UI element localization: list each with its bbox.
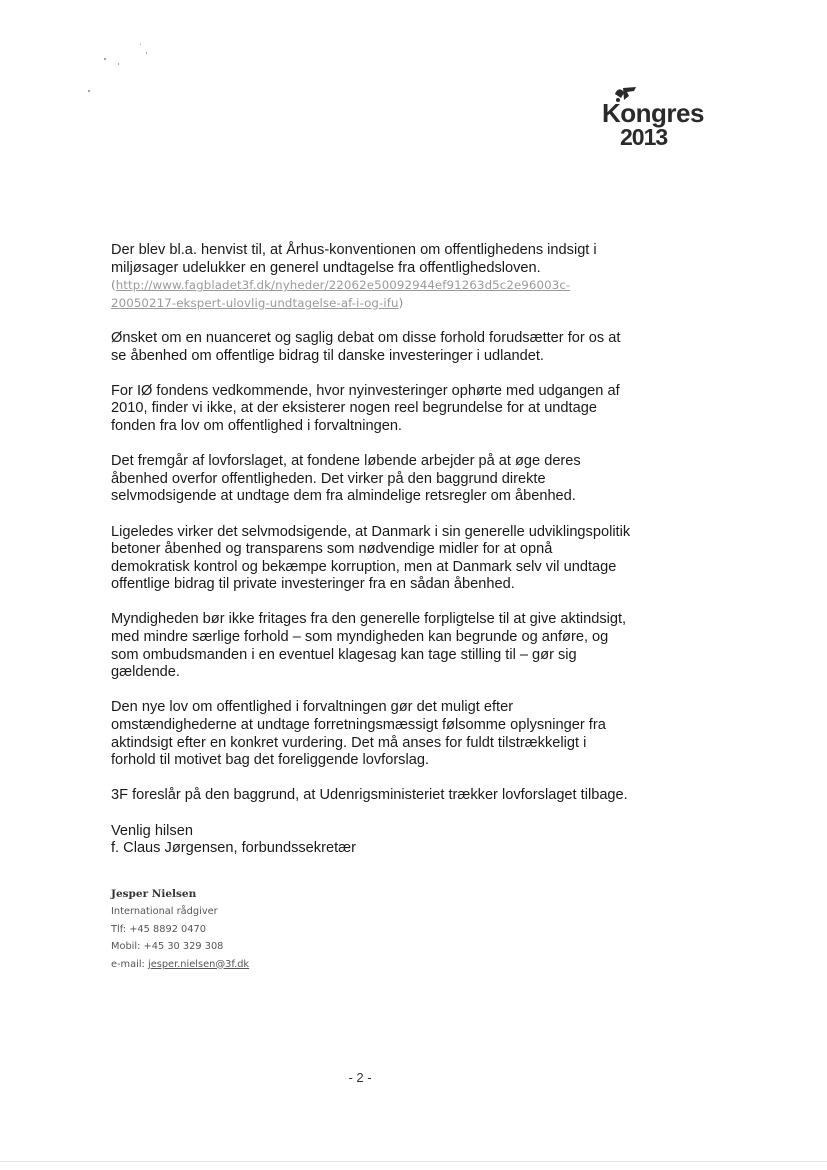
paragraph-1-text: Der blev bl.a. henvist til, at Århus-konventionen om offentlighedens indsigt i miljøsager udelukker en generel undtagelse fra offentlighedsloven. — [111, 242, 597, 276]
email-label: e-mail: — [111, 958, 148, 970]
email-link[interactable]: jesper.nielsen@3f.dk — [147, 958, 250, 970]
bottom-divider — [0, 1161, 827, 1162]
scan-speck — [146, 52, 147, 54]
link-open-paren: ( — [111, 278, 116, 293]
signature-email-line — [111, 956, 411, 974]
paragraph-3: For IØ fondens vedkommende, hvor nyinvesteringer ophørte med udgangen af 2010, finder vi ikke, at der eksisterer nogen reel begrundelse for at undtage fonden fra lov om offentlighed i forvaltningen. — [111, 382, 620, 434]
paragraph-4: Det fremgår af lovforslaget, at fondene løbende arbejder på at øge deres åbenhed overfor offentligheden. Det virker på den baggrund direkte selvmodsigende at undtage dem fra almindelige retsregler om åbenhed. — [111, 453, 581, 505]
closing-greeting: Venlig hilsen — [111, 822, 193, 839]
paragraph-7: Den nye lov om offentlighed i forvaltningen gør det muligt efter omstændighederne at undtage forretningsmæssigt følsomme oplysninger fra aktindsigt efter en konkret vurdering. Det må anses for fuldt tilstrækkeligt i forhold til motivet bag det foreliggende lovforslag. — [111, 699, 606, 769]
scan-speck — [140, 44, 141, 45]
logo-year: 2013 — [620, 124, 668, 150]
source-link[interactable] — [111, 278, 570, 310]
source-url-line-2[interactable]: 20050217-ekspert-ulovlig-undtagelse-af-i-og-ifu — [111, 295, 399, 310]
signature-block — [111, 886, 411, 973]
kongres-logo — [590, 84, 720, 156]
scan-speck — [88, 90, 90, 92]
scan-speck — [104, 58, 106, 60]
paragraph-5: Ligeledes virker det selvmodsigende, at Danmark i sin generelle udviklingspolitik betoner åbenhed og transparens som nødvendige midler for at opnå demokratisk kontrol og bekæmpe korruption, men at Danmark selv vil undtage offentlige bidrag til private investeringer fra en sådan åbenhed. — [111, 523, 631, 593]
signature-title: International rådgiver — [111, 906, 218, 917]
paragraph-6: Myndigheden bør ikke fritages fra den generelle forpligtelse til at give aktindsigt, med mindre særlige forhold – som myndigheden kan begrunde og anføre, og som ombudsmanden i en eventuel klagesag kan tage stilling til – gør sig gældende. — [111, 611, 627, 681]
letter-body — [111, 242, 631, 858]
closing-signer: f. Claus Jørgensen, forbundssekretær — [111, 840, 356, 857]
scan-speck — [118, 63, 119, 65]
paragraph-1 — [111, 242, 631, 312]
paragraph-2: Ønsket om en nuanceret og saglig debat om disse forhold forudsætter for os at se åbenhed om offentlige bidrag til danske investeringer i udlandet. — [111, 329, 621, 364]
link-close-paren: ) — [398, 295, 404, 310]
signature-phone: Tlf: +45 8892 0470 — [111, 923, 206, 935]
page-number: - 2 - — [348, 1070, 372, 1085]
source-url-line-1[interactable]: http://www.fagbladet3f.dk/nyheder/22062e50092944ef91263d5c2e96003c- — [115, 278, 571, 293]
signature-name: Jesper Nielsen — [111, 888, 197, 900]
paragraph-8: 3F foreslår på den baggrund, at Udenrigsministeriet trækker lovforslaget tilbage. — [111, 787, 628, 804]
logo-word: Kongres — [602, 98, 704, 128]
signature-mobile: Mobil: +45 30 329 308 — [111, 941, 224, 952]
